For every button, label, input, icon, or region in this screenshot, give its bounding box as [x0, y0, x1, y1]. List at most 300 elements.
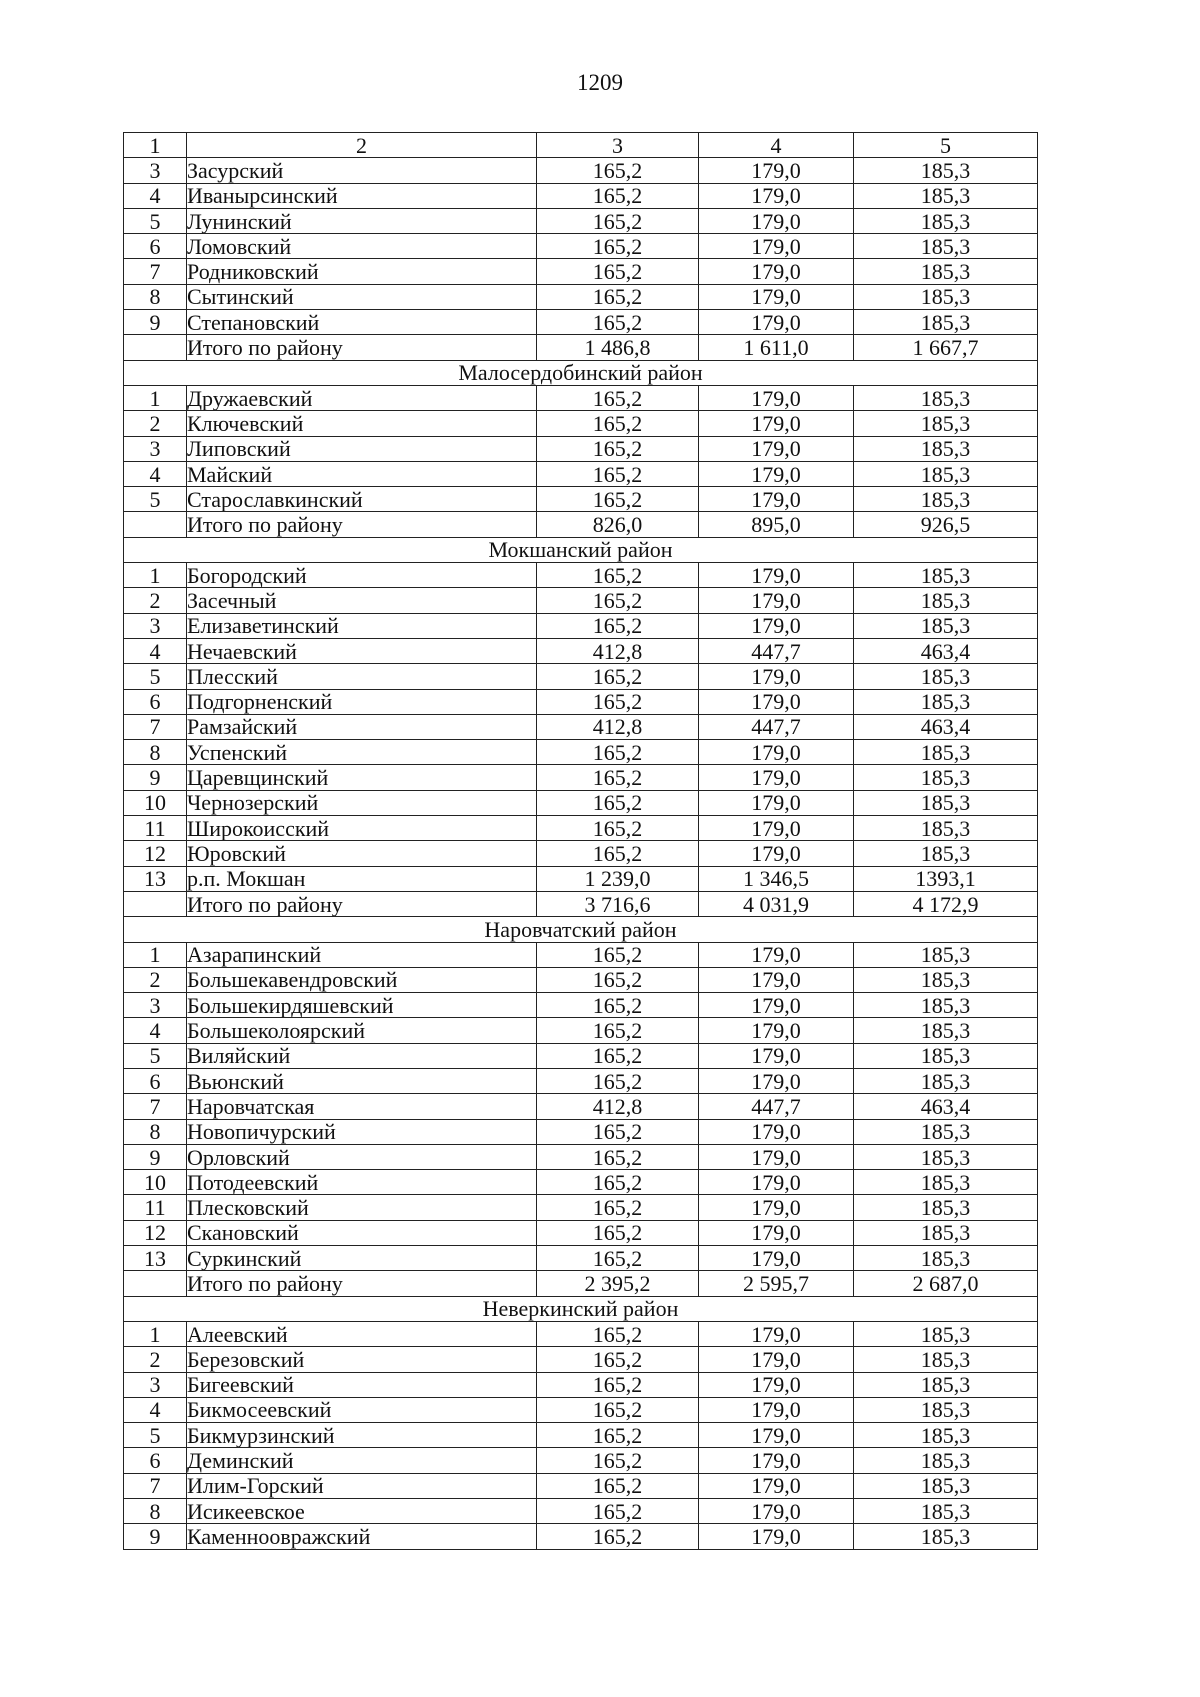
value-col-5: 185,3 — [854, 1423, 1038, 1448]
table-row — [124, 183, 1038, 208]
settlement-name: Степановский — [187, 310, 537, 335]
value-col-4: 179,0 — [699, 385, 854, 410]
value-col-5: 185,3 — [854, 158, 1038, 183]
value-col-5: 185,3 — [854, 1499, 1038, 1524]
settlement-name: Виляйский — [187, 1043, 537, 1068]
column-number-5: 5 — [854, 133, 1038, 158]
value-col-4: 179,0 — [699, 563, 854, 588]
table-row — [124, 993, 1038, 1018]
row-number: 5 — [124, 664, 187, 689]
row-number: 6 — [124, 1448, 187, 1473]
settlement-name: Итого по району — [187, 512, 537, 537]
settlement-name: Илим-Горский — [187, 1473, 537, 1498]
value-col-5: 185,3 — [854, 740, 1038, 765]
table-row — [124, 942, 1038, 967]
value-col-3: 165,2 — [537, 613, 699, 638]
table-row — [124, 1068, 1038, 1093]
value-col-4: 179,0 — [699, 411, 854, 436]
value-col-5: 185,3 — [854, 1347, 1038, 1372]
table-row — [124, 1347, 1038, 1372]
value-col-3: 165,2 — [537, 841, 699, 866]
value-col-5: 4 172,9 — [854, 891, 1038, 916]
value-col-5: 463,4 — [854, 714, 1038, 739]
value-col-4: 179,0 — [699, 1144, 854, 1169]
value-col-3: 165,2 — [537, 259, 699, 284]
value-col-3: 165,2 — [537, 1499, 699, 1524]
table-row — [124, 284, 1038, 309]
settlement-name: Потодеевский — [187, 1170, 537, 1195]
table-row — [124, 1321, 1038, 1346]
table-row — [124, 967, 1038, 992]
value-col-5: 185,3 — [854, 765, 1038, 790]
value-col-3: 165,2 — [537, 588, 699, 613]
value-col-3: 165,2 — [537, 1170, 699, 1195]
settlement-name: р.п. Мокшан — [187, 866, 537, 891]
value-col-5: 185,3 — [854, 1119, 1038, 1144]
page-number: 1209 — [577, 70, 623, 95]
row-number: 12 — [124, 841, 187, 866]
value-col-5: 185,3 — [854, 613, 1038, 638]
settlement-name: Чернозерский — [187, 790, 537, 815]
value-col-4: 179,0 — [699, 1473, 854, 1498]
row-number: 4 — [124, 1018, 187, 1043]
value-col-4: 179,0 — [699, 689, 854, 714]
table-row — [124, 1372, 1038, 1397]
value-col-4: 179,0 — [699, 1499, 854, 1524]
row-number: 3 — [124, 613, 187, 638]
value-col-5: 185,3 — [854, 816, 1038, 841]
row-number: 2 — [124, 588, 187, 613]
value-col-4: 179,0 — [699, 461, 854, 486]
value-col-5: 185,3 — [854, 1220, 1038, 1245]
row-number: 4 — [124, 461, 187, 486]
value-col-3: 165,2 — [537, 1246, 699, 1271]
row-number: 1 — [124, 385, 187, 410]
value-col-5: 185,3 — [854, 563, 1038, 588]
district-name: Наровчатский район — [124, 917, 1038, 942]
value-col-5: 1 667,7 — [854, 335, 1038, 360]
table-row — [124, 740, 1038, 765]
settlement-name: Большеколоярский — [187, 1018, 537, 1043]
value-col-3: 165,2 — [537, 790, 699, 815]
row-number: 8 — [124, 284, 187, 309]
table-row — [124, 638, 1038, 663]
row-number: 2 — [124, 967, 187, 992]
value-col-3: 165,2 — [537, 1397, 699, 1422]
value-col-4: 1 611,0 — [699, 335, 854, 360]
value-col-4: 895,0 — [699, 512, 854, 537]
row-number: 10 — [124, 1170, 187, 1195]
value-col-4: 179,0 — [699, 436, 854, 461]
value-col-3: 165,2 — [537, 183, 699, 208]
settlement-name: Подгорненский — [187, 689, 537, 714]
value-col-5: 185,3 — [854, 1397, 1038, 1422]
value-col-4: 179,0 — [699, 816, 854, 841]
value-col-4: 179,0 — [699, 183, 854, 208]
settlement-name: Царевщинский — [187, 765, 537, 790]
table-row — [124, 714, 1038, 739]
value-col-3: 165,2 — [537, 310, 699, 335]
value-col-5: 185,3 — [854, 1524, 1038, 1549]
value-col-4: 179,0 — [699, 841, 854, 866]
value-col-4: 179,0 — [699, 1195, 854, 1220]
value-col-3: 1 239,0 — [537, 866, 699, 891]
value-col-4: 179,0 — [699, 1347, 854, 1372]
value-col-4: 179,0 — [699, 790, 854, 815]
row-number: 5 — [124, 1043, 187, 1068]
settlement-name: Иванырсинский — [187, 183, 537, 208]
settlement-name: Рамзайский — [187, 714, 537, 739]
value-col-4: 179,0 — [699, 740, 854, 765]
table-body — [124, 158, 1038, 1549]
settlement-name: Сытинский — [187, 284, 537, 309]
row-number: 13 — [124, 866, 187, 891]
value-col-4: 179,0 — [699, 259, 854, 284]
value-col-5: 185,3 — [854, 1473, 1038, 1498]
value-col-3: 3 716,6 — [537, 891, 699, 916]
value-col-3: 165,2 — [537, 563, 699, 588]
table-row — [124, 1170, 1038, 1195]
row-number: 9 — [124, 765, 187, 790]
settlement-name: Итого по району — [187, 335, 537, 360]
value-col-3: 165,2 — [537, 942, 699, 967]
value-col-5: 185,3 — [854, 487, 1038, 512]
value-col-5: 1393,1 — [854, 866, 1038, 891]
value-col-3: 165,2 — [537, 967, 699, 992]
value-col-3: 165,2 — [537, 385, 699, 410]
row-number: 5 — [124, 208, 187, 233]
table-row — [124, 1246, 1038, 1271]
value-col-5: 926,5 — [854, 512, 1038, 537]
table-row — [124, 816, 1038, 841]
value-col-5: 2 687,0 — [854, 1271, 1038, 1296]
value-col-5: 185,3 — [854, 1144, 1038, 1169]
value-col-5: 185,3 — [854, 436, 1038, 461]
value-col-5: 185,3 — [854, 942, 1038, 967]
settlement-name: Бикмосеевский — [187, 1397, 537, 1422]
value-col-3: 165,2 — [537, 1144, 699, 1169]
row-number: 8 — [124, 740, 187, 765]
table-row — [124, 664, 1038, 689]
settlement-name: Майский — [187, 461, 537, 486]
table-row — [124, 1094, 1038, 1119]
value-col-4: 179,0 — [699, 942, 854, 967]
settlement-name: Засечный — [187, 588, 537, 613]
table-row — [124, 208, 1038, 233]
district-total-row — [124, 1271, 1038, 1296]
value-col-5: 185,3 — [854, 993, 1038, 1018]
table-row — [124, 866, 1038, 891]
value-col-5: 185,3 — [854, 1068, 1038, 1093]
row-number — [124, 891, 187, 916]
table-row — [124, 487, 1038, 512]
value-col-5: 185,3 — [854, 664, 1038, 689]
settlement-name: Дружаевский — [187, 385, 537, 410]
table-row — [124, 234, 1038, 259]
settlement-name: Успенский — [187, 740, 537, 765]
value-col-4: 179,0 — [699, 234, 854, 259]
table-row — [124, 588, 1038, 613]
row-number: 6 — [124, 689, 187, 714]
row-number: 9 — [124, 1524, 187, 1549]
column-number-row — [124, 133, 1038, 158]
value-col-4: 179,0 — [699, 1068, 854, 1093]
district-header-row — [124, 360, 1038, 385]
value-col-3: 165,2 — [537, 689, 699, 714]
settlement-name: Суркинский — [187, 1246, 537, 1271]
value-col-5: 185,3 — [854, 234, 1038, 259]
row-number: 3 — [124, 1372, 187, 1397]
table-row — [124, 385, 1038, 410]
value-col-3: 165,2 — [537, 234, 699, 259]
settlement-name: Бигеевский — [187, 1372, 537, 1397]
settlement-name: Родниковский — [187, 259, 537, 284]
value-col-3: 165,2 — [537, 1321, 699, 1346]
settlement-name: Старославкинский — [187, 487, 537, 512]
value-col-4: 447,7 — [699, 714, 854, 739]
settlement-name: Итого по району — [187, 1271, 537, 1296]
row-number: 12 — [124, 1220, 187, 1245]
value-col-3: 165,2 — [537, 487, 699, 512]
row-number: 11 — [124, 1195, 187, 1220]
settlement-name: Ломовский — [187, 234, 537, 259]
settlement-name: Бикмурзинский — [187, 1423, 537, 1448]
value-col-3: 165,2 — [537, 1195, 699, 1220]
settlement-name: Новопичурский — [187, 1119, 537, 1144]
value-col-5: 185,3 — [854, 588, 1038, 613]
table-row — [124, 158, 1038, 183]
value-col-3: 165,2 — [537, 1372, 699, 1397]
row-number — [124, 335, 187, 360]
settlement-name: Большекирдяшевский — [187, 993, 537, 1018]
value-col-5: 185,3 — [854, 1372, 1038, 1397]
value-col-4: 447,7 — [699, 1094, 854, 1119]
table-row — [124, 841, 1038, 866]
settlement-name: Скановский — [187, 1220, 537, 1245]
column-number-1: 1 — [124, 133, 187, 158]
value-col-3: 165,2 — [537, 765, 699, 790]
value-col-5: 185,3 — [854, 208, 1038, 233]
value-col-3: 165,2 — [537, 1448, 699, 1473]
table-row — [124, 310, 1038, 335]
settlement-name: Ключевский — [187, 411, 537, 436]
table-row — [124, 1473, 1038, 1498]
value-col-4: 179,0 — [699, 1018, 854, 1043]
value-col-3: 165,2 — [537, 158, 699, 183]
row-number: 1 — [124, 1321, 187, 1346]
row-number: 3 — [124, 436, 187, 461]
value-col-5: 185,3 — [854, 259, 1038, 284]
value-col-4: 179,0 — [699, 1246, 854, 1271]
table-row — [124, 1524, 1038, 1549]
settlement-name: Липовский — [187, 436, 537, 461]
value-col-5: 185,3 — [854, 1195, 1038, 1220]
table-row — [124, 1448, 1038, 1473]
value-col-3: 165,2 — [537, 1347, 699, 1372]
value-col-4: 179,0 — [699, 765, 854, 790]
settlement-name: Азарапинский — [187, 942, 537, 967]
table-row — [124, 765, 1038, 790]
table-row — [124, 259, 1038, 284]
row-number: 13 — [124, 1246, 187, 1271]
settlement-name: Алеевский — [187, 1321, 537, 1346]
value-col-4: 179,0 — [699, 664, 854, 689]
row-number: 2 — [124, 411, 187, 436]
value-col-5: 185,3 — [854, 1018, 1038, 1043]
row-number: 9 — [124, 1144, 187, 1169]
value-col-3: 165,2 — [537, 1018, 699, 1043]
row-number: 7 — [124, 714, 187, 739]
value-col-4: 179,0 — [699, 967, 854, 992]
value-col-3: 165,2 — [537, 1524, 699, 1549]
value-col-3: 165,2 — [537, 1220, 699, 1245]
row-number: 6 — [124, 1068, 187, 1093]
table-row — [124, 1043, 1038, 1068]
settlement-name: Наровчатская — [187, 1094, 537, 1119]
settlement-name: Итого по району — [187, 891, 537, 916]
value-col-5: 185,3 — [854, 385, 1038, 410]
value-col-4: 4 031,9 — [699, 891, 854, 916]
row-number: 5 — [124, 1423, 187, 1448]
row-number — [124, 512, 187, 537]
settlement-name: Большекавендровский — [187, 967, 537, 992]
column-number-4: 4 — [699, 133, 854, 158]
value-col-5: 185,3 — [854, 1448, 1038, 1473]
settlement-name: Плесковский — [187, 1195, 537, 1220]
settlement-name: Засурский — [187, 158, 537, 183]
value-col-4: 179,0 — [699, 1448, 854, 1473]
value-col-3: 165,2 — [537, 411, 699, 436]
district-name: Малосердобинский район — [124, 360, 1038, 385]
value-col-3: 165,2 — [537, 461, 699, 486]
district-total-row — [124, 512, 1038, 537]
row-number: 9 — [124, 310, 187, 335]
value-col-3: 165,2 — [537, 1119, 699, 1144]
value-col-3: 165,2 — [537, 740, 699, 765]
value-col-4: 179,0 — [699, 1321, 854, 1346]
value-col-5: 185,3 — [854, 689, 1038, 714]
table-row — [124, 1397, 1038, 1422]
value-col-3: 165,2 — [537, 1068, 699, 1093]
district-header-row — [124, 1296, 1038, 1321]
value-col-5: 185,3 — [854, 1043, 1038, 1068]
row-number: 10 — [124, 790, 187, 815]
district-name: Мокшанский район — [124, 537, 1038, 562]
value-col-5: 185,3 — [854, 411, 1038, 436]
value-col-4: 179,0 — [699, 158, 854, 183]
value-col-3: 165,2 — [537, 208, 699, 233]
row-number: 6 — [124, 234, 187, 259]
settlement-name: Елизаветинский — [187, 613, 537, 638]
value-col-4: 447,7 — [699, 638, 854, 663]
settlement-name: Нечаевский — [187, 638, 537, 663]
value-col-3: 412,8 — [537, 638, 699, 663]
value-col-3: 1 486,8 — [537, 335, 699, 360]
value-col-3: 165,2 — [537, 816, 699, 841]
value-col-4: 179,0 — [699, 1423, 854, 1448]
table-row — [124, 1423, 1038, 1448]
settlement-name: Исикеевское — [187, 1499, 537, 1524]
value-col-3: 412,8 — [537, 1094, 699, 1119]
value-col-3: 165,2 — [537, 1473, 699, 1498]
value-col-4: 179,0 — [699, 208, 854, 233]
column-number-3: 3 — [537, 133, 699, 158]
table-row — [124, 1195, 1038, 1220]
value-col-4: 179,0 — [699, 1119, 854, 1144]
data-table — [123, 132, 1038, 1550]
row-number: 3 — [124, 993, 187, 1018]
table-row — [124, 1119, 1038, 1144]
value-col-3: 826,0 — [537, 512, 699, 537]
row-number: 7 — [124, 1473, 187, 1498]
value-col-3: 165,2 — [537, 1043, 699, 1068]
district-header-row — [124, 537, 1038, 562]
settlement-name: Вьюнский — [187, 1068, 537, 1093]
value-col-5: 185,3 — [854, 183, 1038, 208]
value-col-5: 185,3 — [854, 284, 1038, 309]
value-col-5: 185,3 — [854, 461, 1038, 486]
table-row — [124, 1220, 1038, 1245]
value-col-4: 1 346,5 — [699, 866, 854, 891]
value-col-5: 185,3 — [854, 1321, 1038, 1346]
value-col-5: 185,3 — [854, 790, 1038, 815]
value-col-4: 179,0 — [699, 310, 854, 335]
table-row — [124, 1018, 1038, 1043]
table-row — [124, 689, 1038, 714]
table-row — [124, 436, 1038, 461]
table-row — [124, 411, 1038, 436]
row-number: 8 — [124, 1499, 187, 1524]
value-col-3: 165,2 — [537, 664, 699, 689]
settlement-name: Лунинский — [187, 208, 537, 233]
value-col-4: 179,0 — [699, 1524, 854, 1549]
district-name: Неверкинский район — [124, 1296, 1038, 1321]
settlement-name: Юровский — [187, 841, 537, 866]
row-number: 7 — [124, 259, 187, 284]
row-number: 2 — [124, 1347, 187, 1372]
row-number: 4 — [124, 1397, 187, 1422]
value-col-3: 165,2 — [537, 436, 699, 461]
value-col-4: 179,0 — [699, 588, 854, 613]
value-col-4: 179,0 — [699, 1043, 854, 1068]
value-col-3: 165,2 — [537, 284, 699, 309]
value-col-4: 2 595,7 — [699, 1271, 854, 1296]
settlement-name: Каменноовражский — [187, 1524, 537, 1549]
settlement-name: Березовский — [187, 1347, 537, 1372]
row-number: 4 — [124, 183, 187, 208]
district-header-row — [124, 917, 1038, 942]
value-col-5: 463,4 — [854, 1094, 1038, 1119]
district-total-row — [124, 335, 1038, 360]
value-col-5: 463,4 — [854, 638, 1038, 663]
settlement-name: Плесский — [187, 664, 537, 689]
row-number: 1 — [124, 942, 187, 967]
settlement-name: Деминский — [187, 1448, 537, 1473]
district-total-row — [124, 891, 1038, 916]
value-col-4: 179,0 — [699, 993, 854, 1018]
value-col-5: 185,3 — [854, 841, 1038, 866]
value-col-3: 412,8 — [537, 714, 699, 739]
value-col-4: 179,0 — [699, 1372, 854, 1397]
row-number: 8 — [124, 1119, 187, 1144]
value-col-3: 2 395,2 — [537, 1271, 699, 1296]
row-number: 3 — [124, 158, 187, 183]
value-col-5: 185,3 — [854, 1170, 1038, 1195]
value-col-4: 179,0 — [699, 1220, 854, 1245]
settlement-name: Широкоисский — [187, 816, 537, 841]
value-col-4: 179,0 — [699, 613, 854, 638]
column-number-2: 2 — [187, 133, 537, 158]
